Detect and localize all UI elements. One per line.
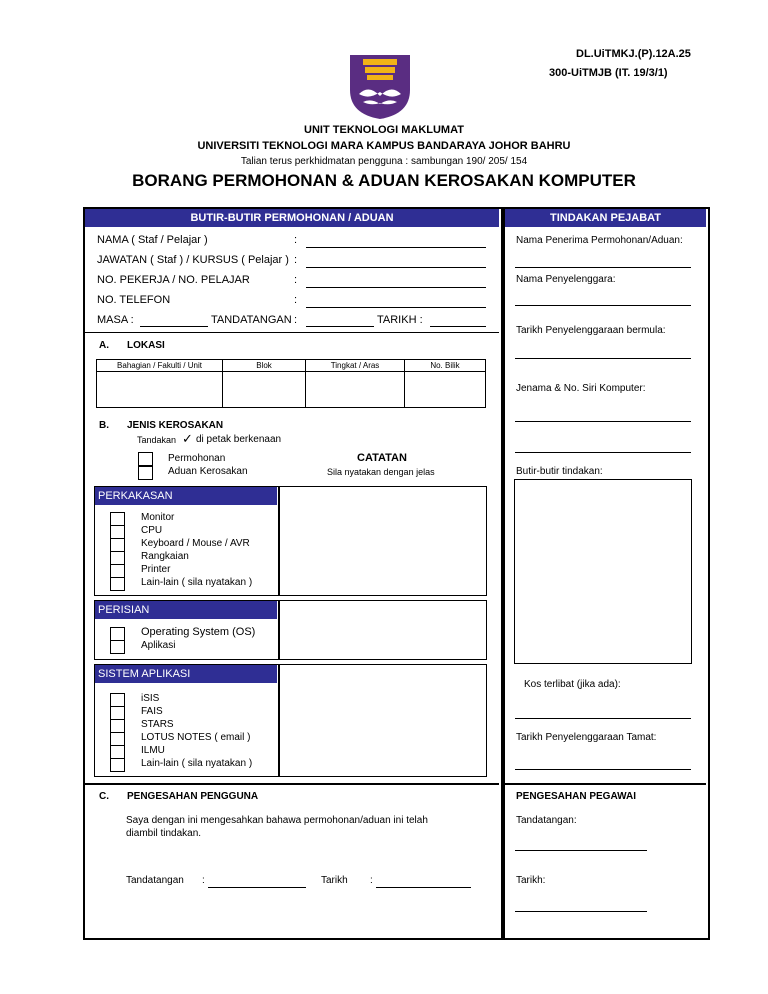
butir-tindakan-label: Butir-butir tindakan: bbox=[516, 466, 603, 477]
right-panel-header: TINDAKAN PEJABAT bbox=[505, 209, 706, 227]
perkakasan-catatan[interactable] bbox=[279, 486, 487, 596]
officer-tarikh-input[interactable] bbox=[515, 911, 647, 912]
tarikh-tamat-label: Tarikh Penyelenggaraan Tamat: bbox=[516, 732, 657, 743]
user-colon: : bbox=[370, 875, 373, 886]
officer-tarikh-label: Tarikh: bbox=[516, 875, 546, 886]
lokasi-col-blok: Blok bbox=[223, 360, 306, 372]
option-permohonan: Permohonan bbox=[168, 453, 226, 464]
telefon-input[interactable] bbox=[306, 307, 486, 308]
item-printer: Printer bbox=[141, 564, 171, 575]
section-a-letter: A. bbox=[99, 340, 109, 351]
field-colon: : bbox=[294, 254, 298, 266]
checkbox-printer[interactable] bbox=[110, 564, 125, 578]
left-panel-header: BUTIR-BUTIR PERMOHONAN / ADUAN bbox=[85, 209, 499, 227]
checkbox-lain-lain[interactable] bbox=[110, 577, 125, 591]
checkbox-os[interactable] bbox=[110, 627, 125, 641]
lokasi-col-tingkat: Tingkat / Aras bbox=[306, 360, 405, 372]
unit-title: UNIT TEKNOLOGI MAKLUMAT bbox=[304, 124, 464, 136]
masa-label: MASA : bbox=[97, 314, 134, 326]
checkbox-rangkaian[interactable] bbox=[110, 551, 125, 565]
item-fais: FAIS bbox=[141, 706, 163, 717]
lokasi-bilik-cell[interactable] bbox=[405, 372, 486, 408]
catatan-subtitle: Sila nyatakan dengan jelas bbox=[327, 467, 435, 477]
checkbox-aduan[interactable] bbox=[138, 466, 153, 480]
nama-penyelenggara-input[interactable] bbox=[515, 305, 691, 306]
section-b-title: JENIS KEROSAKAN bbox=[127, 420, 224, 431]
checkbox-monitor[interactable] bbox=[110, 512, 125, 526]
jawatan-input[interactable] bbox=[306, 267, 486, 268]
section-c-letter: C. bbox=[99, 791, 109, 802]
statement-line-1: Saya dengan ini mengesahkan bahawa permohonan/aduan ini telah bbox=[126, 815, 428, 826]
lokasi-col-bahagian: Bahagian / Fakulti / Unit bbox=[97, 360, 223, 372]
file-code: 300-UiTMJB (IT. 19/3/1) bbox=[549, 67, 668, 79]
jenama-input-1[interactable] bbox=[515, 421, 691, 422]
user-tandatangan-input[interactable] bbox=[208, 887, 306, 888]
user-tarikh-input[interactable] bbox=[376, 887, 471, 888]
lokasi-bahagian-cell[interactable] bbox=[97, 372, 223, 408]
perisian-catatan[interactable] bbox=[279, 600, 487, 660]
hotline: Talian terus perkhidmatan pengguna : sambungan 190/ 205/ 154 bbox=[240, 156, 528, 167]
perisian-header: PERISIAN bbox=[95, 601, 277, 619]
butir-tindakan-box[interactable] bbox=[514, 479, 692, 664]
ref-code: DL.UiTMKJ.(P).12A.25 bbox=[576, 48, 691, 60]
officer-tandatangan-label: Tandatangan: bbox=[516, 815, 577, 826]
item-ilmu: ILMU bbox=[141, 745, 165, 756]
lokasi-tingkat-cell[interactable] bbox=[306, 372, 405, 408]
tarikh-label: TARIKH : bbox=[377, 314, 423, 326]
item-stars: STARS bbox=[141, 719, 174, 730]
nama-penerima-label: Nama Penerima Permohonan/Aduan: bbox=[516, 235, 683, 246]
item-aplikasi: Aplikasi bbox=[141, 640, 176, 651]
field-label-telefon: NO. TELEFON bbox=[97, 294, 171, 306]
checkbox-stars[interactable] bbox=[110, 719, 125, 733]
tarikh-input[interactable] bbox=[430, 326, 486, 327]
instruction-suffix: di petak berkenaan bbox=[196, 434, 282, 445]
option-aduan: Aduan Kerosakan bbox=[168, 466, 248, 477]
item-cpu: CPU bbox=[141, 525, 163, 536]
tandatangan-label: TANDATANGAN bbox=[211, 314, 292, 326]
field-label-nama: NAMA ( Staf / Pelajar ) bbox=[97, 234, 208, 246]
no-pekerja-input[interactable] bbox=[306, 287, 486, 288]
divider bbox=[85, 783, 499, 785]
logo-emblem bbox=[349, 54, 411, 120]
instruction-prefix: Tandakan bbox=[137, 435, 177, 445]
user-tarikh-label: Tarikh bbox=[321, 875, 348, 886]
sistem-catatan[interactable] bbox=[279, 664, 487, 777]
masa-input[interactable] bbox=[140, 326, 208, 327]
checkbox-isis[interactable] bbox=[110, 693, 125, 707]
checkbox-keyboard[interactable] bbox=[110, 538, 125, 552]
section-b-letter: B. bbox=[99, 420, 109, 431]
tarikh-mula-input[interactable] bbox=[515, 358, 691, 359]
item-os: Operating System (OS) bbox=[141, 626, 256, 638]
jenama-label: Jenama & No. Siri Komputer: bbox=[516, 383, 646, 394]
field-label-jawatan: JAWATAN ( Staf ) / KURSUS ( Pelajar ) bbox=[97, 254, 289, 266]
pengesahan-pegawai-title: PENGESAHAN PEGAWAI bbox=[516, 791, 637, 802]
jenama-input-2[interactable] bbox=[515, 452, 691, 453]
university-logo bbox=[349, 54, 411, 120]
university-title: UNIVERSITI TEKNOLOGI MARA KAMPUS BANDARAYA JOHOR BAHRU bbox=[197, 140, 571, 152]
field-colon: : bbox=[294, 314, 298, 326]
section-a-title: LOKASI bbox=[127, 340, 165, 351]
checkbox-aplikasi[interactable] bbox=[110, 640, 125, 654]
lokasi-blok-cell[interactable] bbox=[223, 372, 306, 408]
sistem-header: SISTEM APLIKASI bbox=[95, 665, 277, 683]
catatan-title: CATATAN bbox=[357, 452, 407, 464]
item-rangkaian: Rangkaian bbox=[141, 551, 189, 562]
lokasi-table bbox=[96, 359, 486, 408]
checkbox-sistem-lain[interactable] bbox=[110, 758, 125, 772]
checkbox-lotus[interactable] bbox=[110, 732, 125, 746]
field-colon: : bbox=[294, 294, 298, 306]
statement-line-2: diambil tindakan. bbox=[126, 828, 202, 839]
checkbox-fais[interactable] bbox=[110, 706, 125, 720]
item-isis: iSIS bbox=[141, 693, 160, 704]
item-sistem-lain: Lain-lain ( sila nyatakan ) bbox=[141, 758, 253, 769]
tarikh-mula-label: Tarikh Penyelenggaraan bermula: bbox=[516, 325, 666, 336]
field-label-no-pekerja: NO. PEKERJA / NO. PELAJAR bbox=[97, 274, 250, 286]
checkbox-permohonan[interactable] bbox=[138, 452, 153, 466]
officer-tandatangan-input[interactable] bbox=[515, 850, 647, 851]
divider bbox=[85, 332, 499, 333]
checkbox-ilmu[interactable] bbox=[110, 745, 125, 759]
checkbox-cpu[interactable] bbox=[110, 525, 125, 539]
nama-input[interactable] bbox=[306, 247, 486, 248]
field-colon: : bbox=[294, 274, 298, 286]
field-colon: : bbox=[294, 234, 298, 246]
lokasi-col-bilik: No. Bilik bbox=[405, 360, 486, 372]
check-icon: ✓ bbox=[182, 431, 193, 446]
tandatangan-input[interactable] bbox=[306, 326, 374, 327]
kos-input[interactable] bbox=[515, 718, 691, 719]
user-tandatangan-label: Tandatangan bbox=[126, 875, 184, 886]
nama-penerima-input[interactable] bbox=[515, 267, 691, 268]
perkakasan-header: PERKAKASAN bbox=[95, 487, 277, 505]
kos-label: Kos terlibat (jika ada): bbox=[524, 679, 621, 690]
section-c-title: PENGESAHAN PENGGUNA bbox=[127, 791, 259, 802]
nama-penyelenggara-label: Nama Penyelenggara: bbox=[516, 274, 616, 285]
item-lotus: LOTUS NOTES ( email ) bbox=[141, 732, 251, 743]
user-colon: : bbox=[202, 875, 205, 886]
divider bbox=[505, 783, 706, 785]
tarikh-tamat-input[interactable] bbox=[515, 769, 691, 770]
item-lain-lain: Lain-lain ( sila nyatakan ) bbox=[141, 577, 253, 588]
item-keyboard: Keyboard / Mouse / AVR bbox=[141, 538, 250, 549]
page-title: BORANG PERMOHONAN & ADUAN KEROSAKAN KOMPUTER bbox=[132, 171, 636, 190]
item-monitor: Monitor bbox=[141, 512, 175, 523]
